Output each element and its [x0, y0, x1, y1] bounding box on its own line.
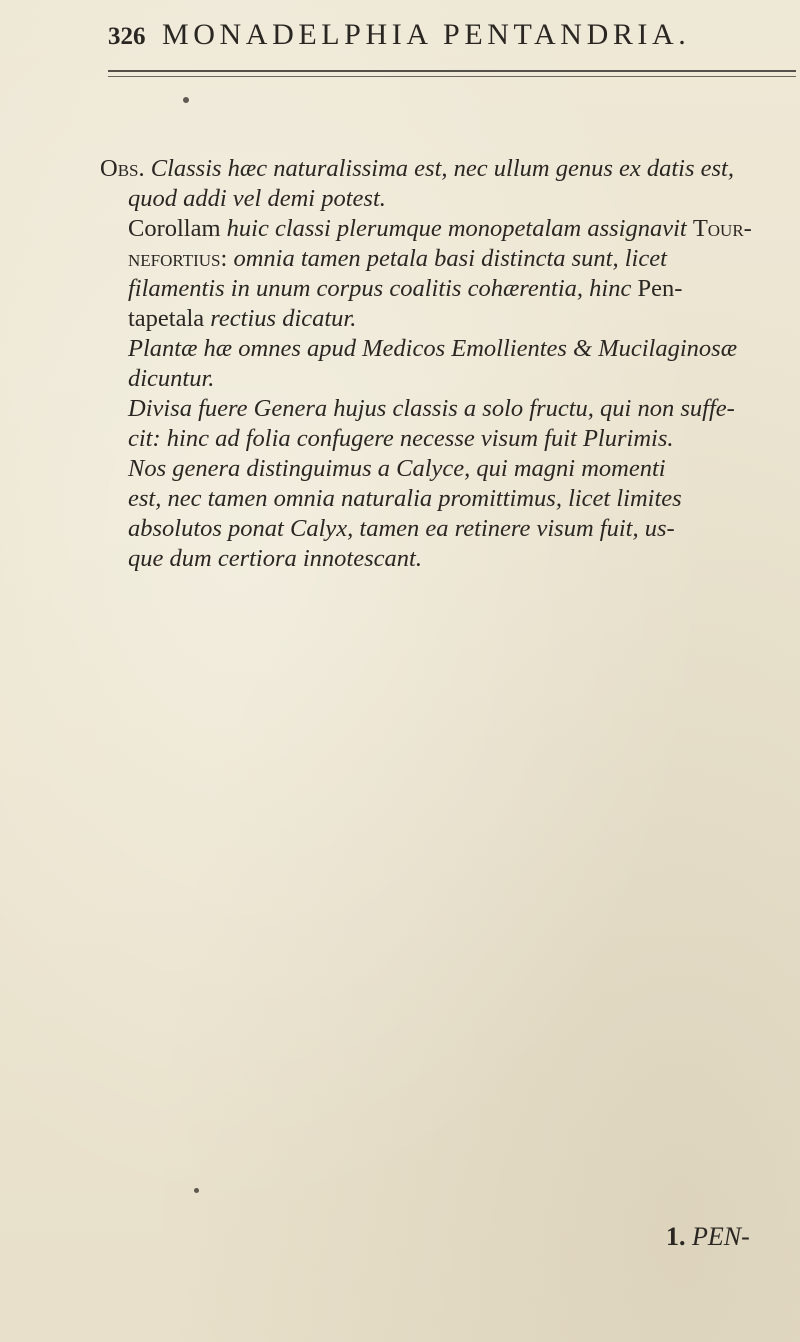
text-line: est, nec tamen omnia naturalia promittimus, licet limites — [128, 485, 682, 512]
author-name: Tour- — [692, 215, 752, 242]
corolla-text: huic classi plerumque monopetalam assignavit — [226, 215, 687, 242]
text-line: Nos genera distinguimus a Calyce, qui magni momenti — [128, 455, 666, 482]
corolla-text: omnia tamen petala basi distincta sunt, licet — [233, 245, 667, 272]
obs-label: Obs. — [100, 155, 145, 182]
text-line — [100, 274, 800, 304]
ink-speck — [183, 97, 189, 103]
catchword-number: 1. — [666, 1222, 686, 1251]
paragraph-plantae — [100, 334, 800, 394]
corolla-text-roman: Pen- — [637, 275, 683, 302]
catchword — [666, 1222, 750, 1252]
punctuation: : — [220, 245, 228, 272]
text-line: cit: hinc ad folia confugere necesse visum fuit Plurimis. — [128, 425, 674, 452]
text-line: absolutos ponat Calyx, tamen ea retinere visum fuit, us- — [128, 515, 675, 542]
main-text — [100, 154, 800, 574]
text-line — [100, 214, 800, 244]
paragraph-corolla — [100, 214, 800, 334]
text-line — [100, 154, 800, 184]
running-title: MONADELPHIA PENTANDRIA. — [162, 18, 691, 51]
ink-speck — [194, 1188, 199, 1193]
corolla-text-roman: tapetala — [128, 305, 205, 332]
text-line: dicuntur. — [128, 365, 215, 392]
corolla-text: filamentis in unum corpus coalitis cohærentia, hinc — [128, 275, 632, 302]
text-line: Plantæ hæ omnes apud Medicos Emollientes & Mucilaginosæ — [128, 335, 738, 362]
catchword-text: PEN- — [692, 1222, 750, 1251]
text-line — [100, 304, 800, 334]
text-line: Divisa fuere Genera hujus classis a solo fructu, qui non suffe- — [128, 395, 735, 422]
author-name: nefortius — [128, 245, 221, 272]
obs-text: Classis hæc naturalissima est, nec ullum genus ex datis est, — [150, 155, 734, 182]
paragraph-obs — [100, 154, 800, 214]
running-head — [108, 18, 768, 58]
header-rule — [108, 70, 796, 77]
corolla-word: Corollam — [128, 215, 221, 242]
corolla-text: rectius dicatur. — [210, 305, 357, 332]
text-line: quod addi vel demi potest. — [128, 185, 386, 212]
paragraph-divisa — [100, 394, 800, 574]
text-line — [100, 244, 800, 274]
text-line: que dum certiora innotescant. — [128, 545, 422, 572]
page-number: 326 — [108, 23, 146, 50]
